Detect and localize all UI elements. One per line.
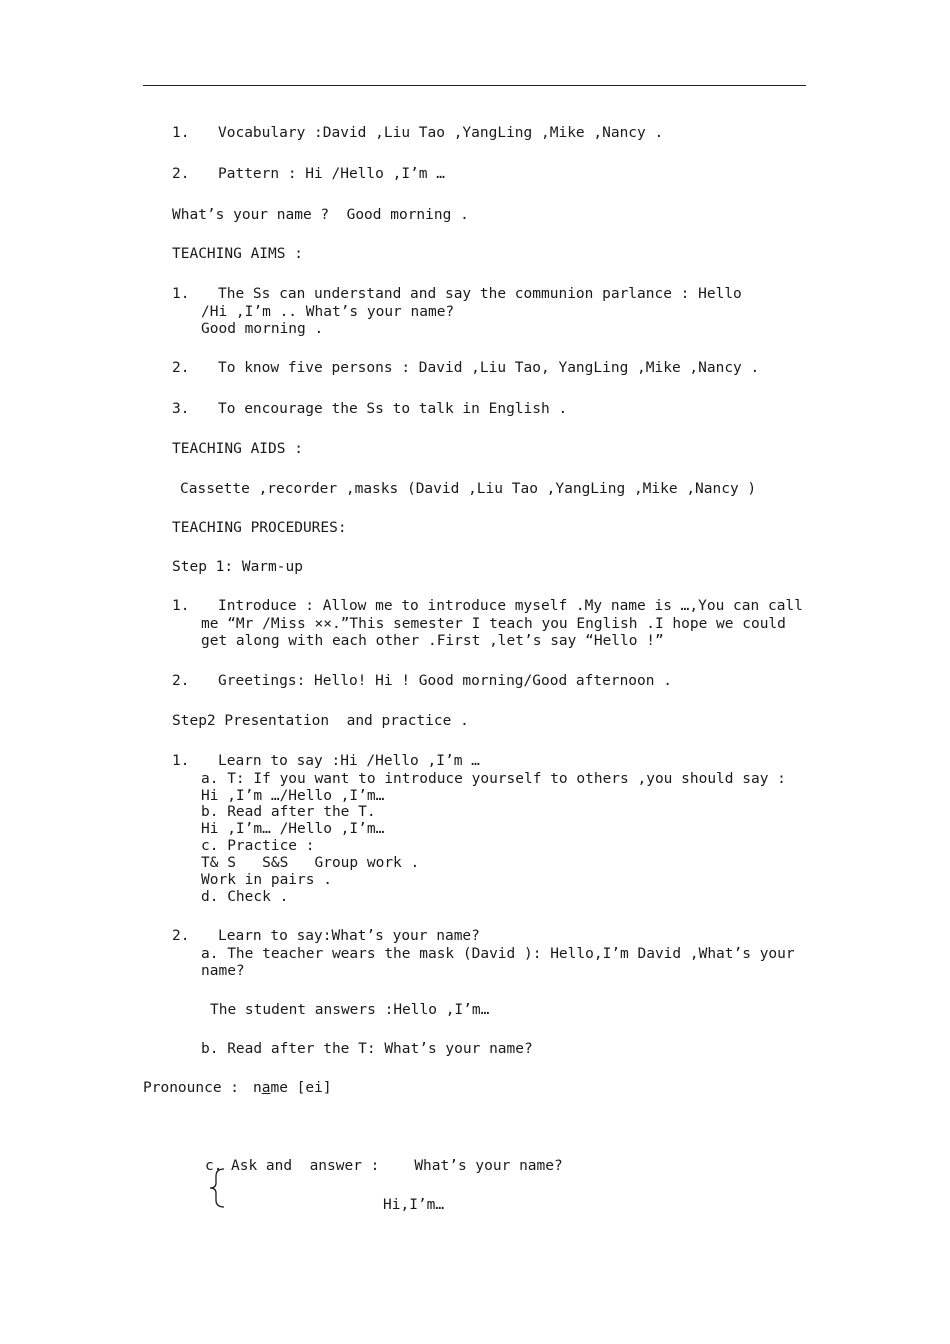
pronounce-word <box>253 1080 332 1097</box>
list-number: 2. <box>172 673 190 689</box>
learn-to-say-title: Learn to say :Hi /Hello ,I’m … <box>218 753 480 769</box>
sub-item-line: Work in pairs . <box>201 872 332 888</box>
section-heading-aims: TEACHING AIMS : <box>172 246 303 262</box>
introduce-line: me “Mr /Miss ××.”This semester I teach you English .I hope we could <box>201 616 786 632</box>
sub-item-line: b. Read after the T. <box>201 804 376 820</box>
section-heading-aids: TEACHING AIDS : <box>172 441 303 457</box>
sub-item-line: b. Read after the T: What’s your name? <box>201 1041 533 1057</box>
step-2-heading: Step2 Presentation and practice . <box>172 713 469 729</box>
sub-item-line: c. Practice : <box>201 838 315 854</box>
vocabulary-line: Vocabulary :David ,Liu Tao ,YangLing ,Mike ,Nancy . <box>218 125 664 141</box>
list-number: 2. <box>172 360 190 376</box>
sub-item-line: a. The teacher wears the mask (David ): Hello,I’m David ,What’s your <box>201 946 795 962</box>
aim-2-line: To know five persons : David ,Liu Tao, YangLing ,Mike ,Nancy . <box>218 360 760 376</box>
introduce-line: get along with each other .First ,let’s say “Hello !” <box>201 633 664 649</box>
sub-item-line: a. T: If you want to introduce yourself to others ,you should say : <box>201 771 786 787</box>
student-answer-line: The student answers :Hello ,I’m… <box>210 1002 490 1018</box>
ask-answer-line: Ask and answer : What’s your name? <box>231 1158 563 1174</box>
greetings-line: Greetings: Hello! Hi ! Good morning/Good afternoon . <box>218 673 672 689</box>
list-number: 1. <box>172 286 190 302</box>
sub-item-line: name? <box>201 963 245 979</box>
pronounce-underlined-letter: a <box>261 1080 271 1096</box>
list-number: 1. <box>172 125 190 141</box>
list-number: 2. <box>172 166 190 182</box>
sub-item-line: Hi ,I’m… /Hello ,I’m… <box>201 821 385 837</box>
list-number: 2. <box>172 928 190 944</box>
pronounce-rest: me [ei] <box>270 1080 332 1096</box>
step-1-heading: Step 1: Warm-up <box>172 559 303 575</box>
section-heading-procedures: TEACHING PROCEDURES: <box>172 520 347 536</box>
aim-1-line: The Ss can understand and say the communion parlance : Hello <box>218 286 742 302</box>
sub-item-label: c. <box>205 1158 223 1174</box>
header-rule <box>143 85 806 86</box>
pronounce-letter: n <box>253 1080 262 1096</box>
sub-item-line: Hi ,I’m …/Hello ,I’m… <box>201 788 385 804</box>
introduce-line: Introduce : Allow me to introduce myself .My name is …,You can call <box>218 598 803 614</box>
sub-item-line: T& S S&S Group work . <box>201 855 420 871</box>
aids-line: Cassette ,recorder ,masks (David ,Liu Tao ,YangLing ,Mike ,Nancy ) <box>180 481 757 497</box>
left-brace-icon <box>208 1168 228 1208</box>
list-number: 3. <box>172 401 190 417</box>
pattern-line: Pattern : Hi /Hello ,I’m … <box>218 166 445 182</box>
pattern-continuation: What’s your name ? Good morning . <box>172 207 469 223</box>
pronounce-label: Pronounce : <box>143 1080 240 1096</box>
sub-item-line: d. Check . <box>201 889 289 905</box>
aim-1-line: /Hi ,I’m .. What’s your name? <box>201 304 455 320</box>
ask-answer-reply: Hi,I’m… <box>383 1197 445 1213</box>
list-number: 1. <box>172 598 190 614</box>
learn-to-say-title: Learn to say:What’s your name? <box>218 928 480 944</box>
aim-1-line: Good morning . <box>201 321 324 337</box>
aim-3-line: To encourage the Ss to talk in English . <box>218 401 568 417</box>
list-number: 1. <box>172 753 190 769</box>
